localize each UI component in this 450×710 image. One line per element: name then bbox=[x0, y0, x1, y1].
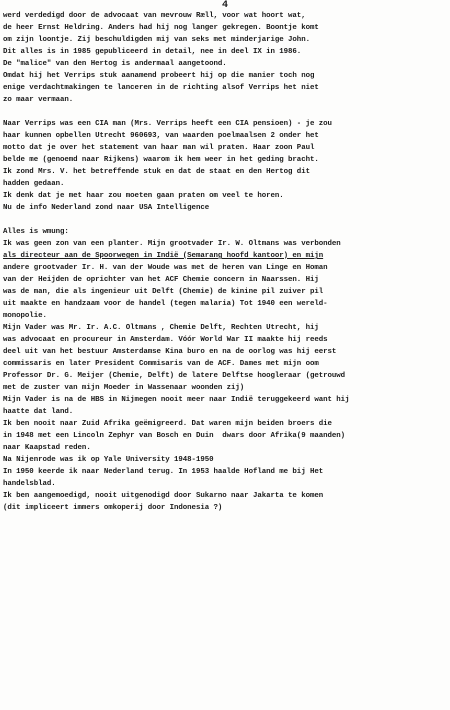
text-line: Ik was geen zon van een planter. Mijn grootvader Ir. W. Oltmans was verbonden bbox=[3, 240, 341, 248]
text-line: Dit alles is in 1985 gepubliceerd in detail, nee in deel IX in 1986. bbox=[3, 48, 302, 56]
text-line: als directeur aan de Spoorwegen in Indië (Semarang hoofd kantoor) en mijn bbox=[3, 252, 324, 260]
paragraph-gap bbox=[3, 106, 447, 118]
text-line: naar Kaapstad reden. bbox=[3, 444, 91, 452]
page-number: 4 bbox=[221, 0, 228, 11]
body-text bbox=[3, 10, 447, 514]
text-line: commissaris en later President Commisaris van de ACF. Dames met mijn oom bbox=[3, 360, 319, 368]
text-line: uit maakte en handzaam voor de handel (tegen malaria) Tot 1940 een wereld- bbox=[3, 300, 328, 308]
text-line: de heer Ernst Heldring. Anders had hij nog langer gekregen. Boontje komt bbox=[3, 24, 319, 32]
paragraph-1 bbox=[3, 10, 447, 106]
text-line: De "malice" van den Hertog is andermaal aangetoond. bbox=[3, 60, 227, 68]
text-line: met de zuster van mijn Moeder in Wassenaar woonden zij) bbox=[3, 384, 245, 392]
text-line: van der Heijden de oprichter van het ACF Chemie concern in Naarssen. Hij bbox=[3, 276, 319, 284]
text-line: was de man, die als ingenieur uit Delft (Chemie) de kinine pil zuiver pil bbox=[3, 288, 324, 296]
text-line: (dit impliceert immers omkoperij door Indonesia ?) bbox=[3, 504, 223, 512]
text-line: Ik ben aangemoedigd, nooit uitgenodigd door Sukarno naar Jakarta te komen bbox=[3, 492, 324, 500]
text-line: Nu de info Nederland zond naar USA Intelligence bbox=[3, 204, 210, 212]
text-line: Alles is wmung: bbox=[3, 228, 69, 236]
paragraph-gap bbox=[3, 214, 447, 226]
text-line: Omdat hij het Verrips stuk aanamend probeert hij op die manier toch nog bbox=[3, 72, 315, 80]
text-line: zo maar vermaan. bbox=[3, 96, 74, 104]
text-line: om zijn loontje. Zij beschuldigden mij van seks met minderjarige John. bbox=[3, 36, 310, 44]
text-line: Mijn Vader is na de HBS in Nijmegen nooit meer naar Indië teruggekeerd want hij bbox=[3, 396, 350, 404]
text-line: haar kunnen opbellen Utrecht 960693, van waarden poelmaalsen 2 onder het bbox=[3, 132, 319, 140]
text-line: deel uit van het bestuur Amsterdamse Kina buro en na de oorlog was hij eerst bbox=[3, 348, 337, 356]
text-line: Ik ben nooit naar Zuid Afrika geëmigreerd. Dat waren mijn beiden broers die bbox=[3, 420, 332, 428]
text-line: Na Nijenrode was ik op Yale University 1948-1950 bbox=[3, 456, 214, 464]
text-line: monopolie. bbox=[3, 312, 47, 320]
text-line: belde me (genoemd naar Rijkens) waarom ik hem weer in het geding bracht. bbox=[3, 156, 319, 164]
text-line: in 1948 met een Lincoln Zephyr van Bosch en Duin dwars door Afrika(9 maanden) bbox=[3, 432, 346, 440]
text-line: werd verdedigd door de advocaat van mevrouw Ræll, voor wat hoort wat, bbox=[3, 12, 306, 20]
text-line: enige verdachtmakingen te lanceren in de richting alsof Verrips het niet bbox=[3, 84, 319, 92]
text-line: haatte dat land. bbox=[3, 408, 74, 416]
paragraph-2 bbox=[3, 118, 447, 214]
text-line: Naar Verrips was een CIA man (Mrs. Verrips heeft een CIA pensioen) - je zou bbox=[3, 120, 332, 128]
text-line: hadden gedaan. bbox=[3, 180, 65, 188]
text-line: was advocaat en procureur in Amsterdam. Vóór World War II maakte hij reeds bbox=[3, 336, 328, 344]
text-line: Mijn Vader was Mr. Ir. A.C. Oltmans , Chemie Delft, Rechten Utrecht, hij bbox=[3, 324, 319, 332]
text-line: motto dat je over het statement van haar man wil praten. Haar zoon Paul bbox=[3, 144, 315, 152]
text-line: Ik denk dat je met haar zou moeten gaan praten om veel te horen. bbox=[3, 192, 284, 200]
paragraph-3 bbox=[3, 226, 447, 514]
text-line: handelsblad. bbox=[3, 480, 56, 488]
text-line: Professor Dr. G. Meijer (Chemie, Delft) de latere Delftse hoogleraar (getrouwd bbox=[3, 372, 346, 380]
text-line: In 1950 keerde ik naar Nederland terug. In 1953 haalde Hofland me bij Het bbox=[3, 468, 324, 476]
text-line: andere grootvader Ir. H. van der Woude was met de heren van Linge en Homan bbox=[3, 264, 328, 272]
text-line: Ik zond Mrs. V. het betreffende stuk en dat de staat en den Hertog dit bbox=[3, 168, 310, 176]
